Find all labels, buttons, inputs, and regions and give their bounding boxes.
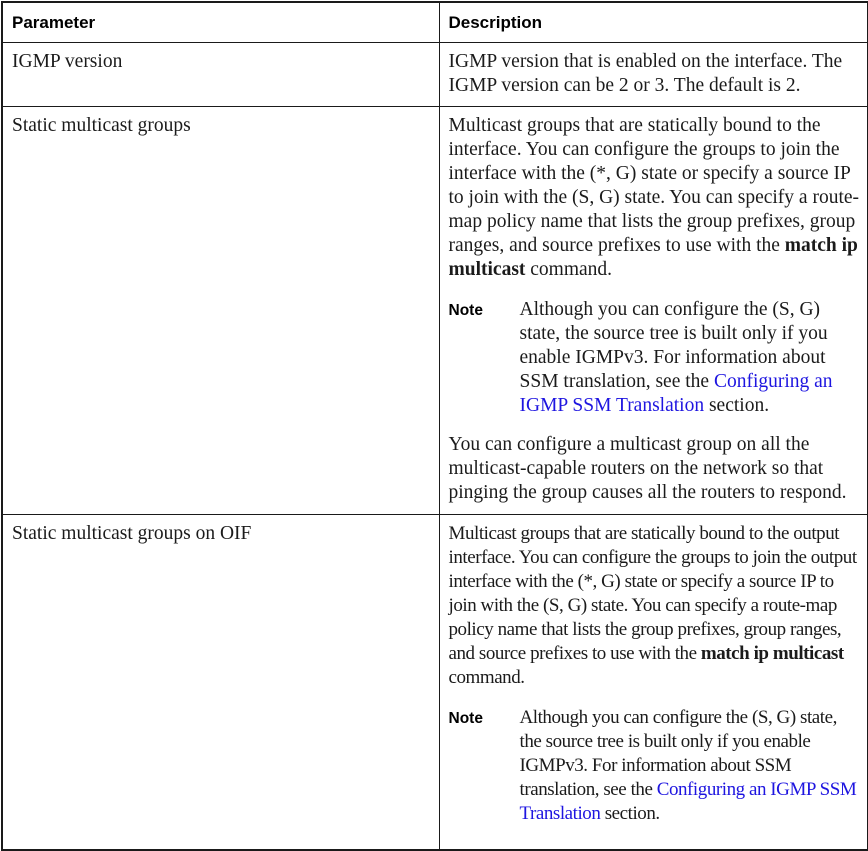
table-row (2, 43, 868, 107)
column-header-description: Description (439, 2, 868, 43)
text-segment: command. (448, 667, 525, 688)
note-text (520, 298, 862, 418)
description-cell-igmp-version (439, 43, 868, 107)
text-segment: section. (600, 803, 660, 824)
link-configuring-igmp-ssm-translation[interactable]: Configuring an IGMP SSM Translation (519, 779, 857, 824)
column-header-parameter: Parameter (2, 2, 439, 43)
text-segment: command. (525, 259, 613, 280)
description-cell-static-multicast-groups (439, 107, 868, 515)
text-segment: Although you can configure the (S, G) state, the source tree is built only if you enable IGMPv3. For information about SSM translation, see the (519, 707, 837, 800)
igmp-parameters-table (1, 1, 868, 851)
description-paragraph (449, 522, 864, 690)
description-paragraph (449, 114, 862, 282)
parameter-cell-static-multicast-groups-on-oif: Static multicast groups on OIF (2, 515, 439, 851)
table-header-row (2, 2, 868, 43)
note-text (520, 706, 864, 826)
text-segment: section. (704, 395, 770, 416)
parameter-cell-igmp-version: IGMP version (2, 43, 439, 107)
description-paragraph (449, 50, 862, 98)
command-text: match ip multicast (448, 235, 858, 280)
text-segment: Although you can configure the (S, G) state, the source tree is built only if you enable IGMPv3. For information about SSM translation, see the (519, 299, 828, 392)
table-row (2, 107, 868, 515)
text-segment: IGMP version that is enabled on the interface. The IGMP version can be 2 or 3. The default is 2. (448, 51, 843, 96)
note-label: Note (448, 710, 483, 727)
description-paragraph (449, 433, 862, 505)
text-segment: Multicast groups that are statically bound to the output interface. You can configure the groups to join the output interface with the (*, G) state or specify a source IP to join with the (S, G) state. You can specify a route-map policy name that lists the group prefixes, group ranges, and source prefixes to use with the (448, 523, 857, 664)
note-block (449, 706, 864, 826)
note-block (449, 298, 862, 418)
link-configuring-igmp-ssm-translation[interactable]: Configuring an IGMP SSM Translation (519, 371, 833, 416)
description-cell-static-multicast-groups-on-oif (439, 515, 868, 851)
note-label: Note (448, 302, 483, 319)
table-row (2, 515, 868, 851)
text-segment: Multicast groups that are statically bound to the interface. You can configure the groups to join the interface with the (*, G) state or specify a source IP to join with the (S, G) state. You can specify a route-map policy name that lists the group prefixes, group ranges, and source prefixes to use with the (448, 115, 860, 256)
parameter-cell-static-multicast-groups: Static multicast groups (2, 107, 439, 515)
text-segment: You can configure a multicast group on all the multicast-capable routers on the network so that pinging the group causes all the routers to respond. (448, 434, 847, 503)
command-text: match ip multicast (700, 643, 844, 664)
